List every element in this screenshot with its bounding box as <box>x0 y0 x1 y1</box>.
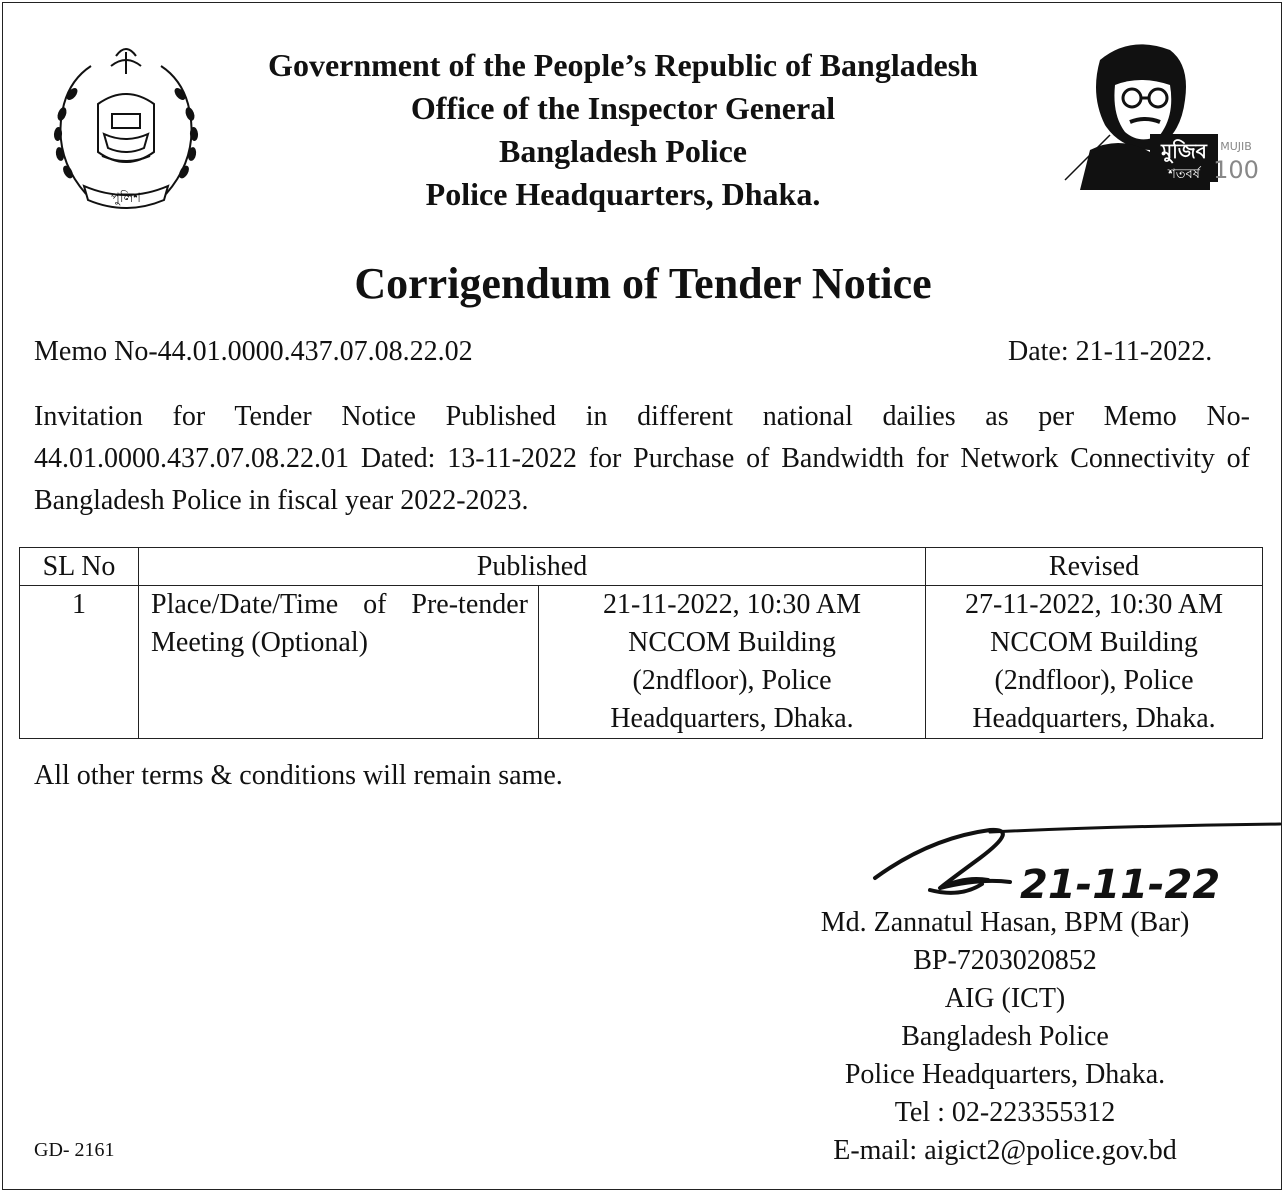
table-row <box>20 586 1263 739</box>
bangladesh-police-emblem-icon <box>46 44 206 214</box>
header-office: Office of the Inspector General <box>410 90 836 126</box>
row-revised <box>926 586 1263 739</box>
signatory-tel: Tel : 02-223355312 <box>894 1097 1116 1128</box>
corrigendum-table <box>19 547 1263 739</box>
revised-floor: (2ndfloor), Police <box>994 665 1194 696</box>
published-datetime: 21-11-2022, 10:30 AM <box>603 589 861 620</box>
row-published <box>539 586 926 739</box>
memo-date: Date: 21-11-2022. <box>1008 336 1213 367</box>
signature-block <box>760 904 1250 1170</box>
header-government: Government of the People’s Republic of Bangladesh <box>268 47 978 83</box>
closing-statement: All other terms & conditions will remain same. <box>34 760 563 791</box>
intro-paragraph: Invitation for Tender Notice Published in different national dailies as per Memo No-44.01.0000.437.07.08.22.01 Dated: 13-11-2022 for Purchase of Bandwidth for Network Connectivity of Bangladesh Police in fiscal year 2022-2023. <box>34 401 1250 516</box>
memo-number: Memo No-44.01.0000.437.07.08.22.02 <box>34 336 473 367</box>
signatory-org: Bangladesh Police <box>901 1021 1109 1052</box>
header-hq: Police Headquarters, Dhaka. <box>425 176 821 212</box>
letterhead <box>200 44 1046 216</box>
signatory-name: Md. Zannatul Hasan, BPM (Bar) <box>820 907 1190 938</box>
header-published: Published <box>139 548 926 586</box>
handwritten-signature <box>870 818 1286 908</box>
row-sl: 1 <box>20 586 139 739</box>
signatory-designation: AIG (ICT) <box>944 983 1066 1014</box>
published-building: NCCOM Building <box>628 627 836 658</box>
emblem-banner-text: পুলিশ <box>111 191 141 206</box>
revised-datetime: 27-11-2022, 10:30 AM <box>965 589 1223 620</box>
page-title: Corrigendum of Tender Notice <box>354 259 932 308</box>
header-sl: SL No <box>20 548 139 586</box>
row-description: Place/Date/Time of Pre-tender Meeting (Optional) <box>139 586 539 739</box>
mujib-bengali-text: মুজিব <box>1161 139 1207 163</box>
mujib-portrait-icon <box>1060 40 1260 190</box>
gd-number: GD- 2161 <box>34 1139 115 1161</box>
header-revised: Revised <box>926 548 1263 586</box>
signatory-bp: BP-7203020852 <box>913 945 1097 976</box>
signatory-office: Police Headquarters, Dhaka. <box>844 1059 1166 1090</box>
header-police: Bangladesh Police <box>498 133 747 169</box>
mujib-100-text: 100 <box>1213 156 1259 184</box>
revised-building: NCCOM Building <box>990 627 1198 658</box>
mujib-shotoborsho-text: শতবর্ষ <box>1168 167 1200 182</box>
published-hq: Headquarters, Dhaka. <box>610 703 854 734</box>
table-header-row <box>20 548 1263 586</box>
published-floor: (2ndfloor), Police <box>632 665 832 696</box>
revised-hq: Headquarters, Dhaka. <box>972 703 1216 734</box>
signatory-email: E-mail: aigict2@police.gov.bd <box>833 1135 1177 1166</box>
mujib-latin-text: MUJIB <box>1220 140 1252 153</box>
signature-date: 21-11-22 <box>1020 862 1221 908</box>
